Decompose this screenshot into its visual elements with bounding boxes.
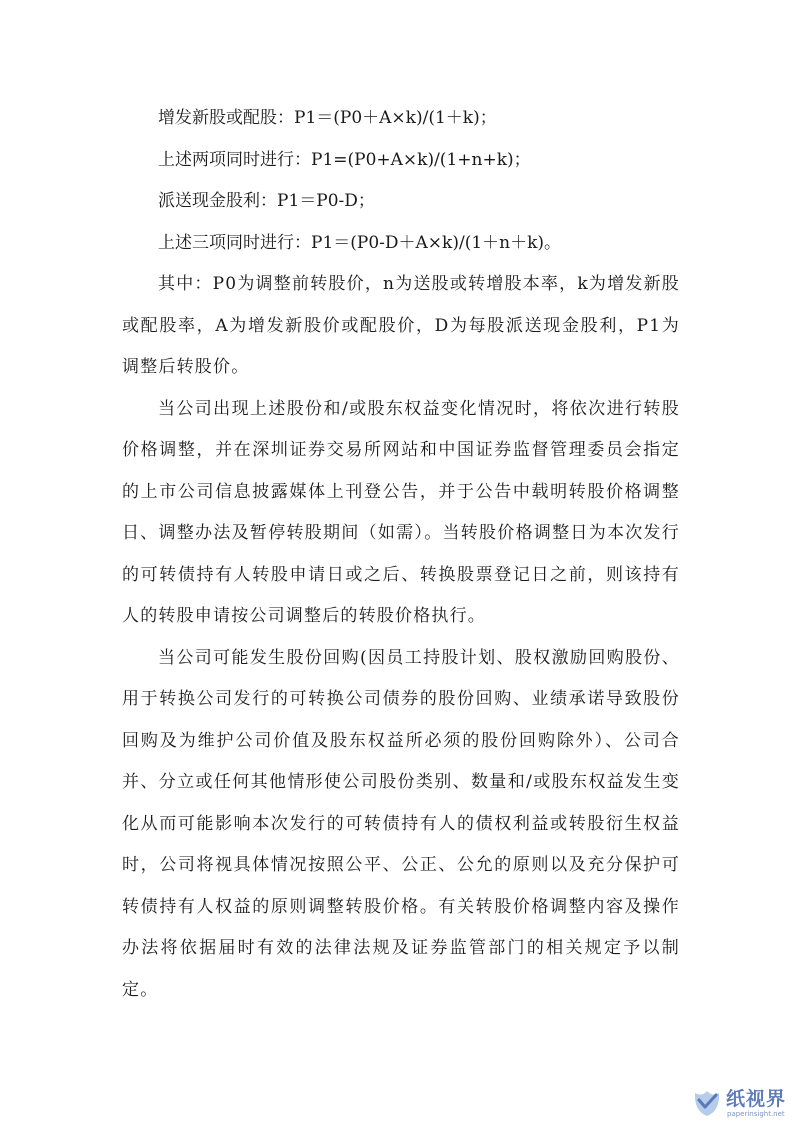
watermark-title: 纸视界 <box>726 1088 787 1110</box>
paragraph-other-adjustments: 当公司可能发生股份回购(因员工持股计划、股权激励回购股份、用于转换公司发行的可转换公司债券的股份回购、业绩承诺导致股份回购及为维护公司价值及股东权益所必须的股份回购除外）、公司合并、分立或任何其他情形使公司股份类别、数量和/或股东权益发生变化从而可能影响本次发行的可转债持有人的债权利益或转股衍生权益时，公司将视具体情况按照公平、公正、公允的原则以及充分保护可转债持有人权益的原则调整转股价格。有关转股价格调整内容及操作办法将依据届时有效的法律法规及证券监管部门的相关规定予以制定。 <box>122 647 680 1000</box>
formula-combined-three: 上述三项同时进行：P1＝(P0-D＋A×k)/(1＋n＋k)。 <box>158 232 562 253</box>
formula-rights-issue: 增发新股或配股：P1＝(P0＋A×k)/(1＋k)； <box>158 108 497 128</box>
paperinsight-logo-icon <box>690 1085 724 1119</box>
watermark-url: paperinsight.net <box>727 1110 785 1118</box>
formula-combined-two: 上述两项同时进行：P1=(P0+A×k)/(1+n+k)； <box>158 149 531 170</box>
paragraph-variable-definitions: 其中：P0为调整前转股价，n为送股或转增股本率，k为增发新股或配股率，A为增发新股价或配股价，D为每股派送现金股利，P1为调整后转股价。 <box>122 274 680 377</box>
paragraph-adjustment-procedure: 当公司出现上述股份和/或股东权益变化情况时，将依次进行转股价格调整，并在深圳证券交易所网站和中国证券监督管理委员会指定的上市公司信息披露媒体上刊登公告，并于公告中载明转股价格调整日、调整办法及暂停转股期间（如需）。当转股价格调整日为本次发行的可转债持有人转股申请日或之后、转换股票登记日之前，则该持有人的转股申请按公司调整后的转股价格执行。 <box>122 398 680 626</box>
formula-cash-dividend: 派送现金股利：P1＝P0-D； <box>158 191 375 211</box>
document-body <box>122 98 680 1011</box>
watermark <box>690 1083 794 1123</box>
